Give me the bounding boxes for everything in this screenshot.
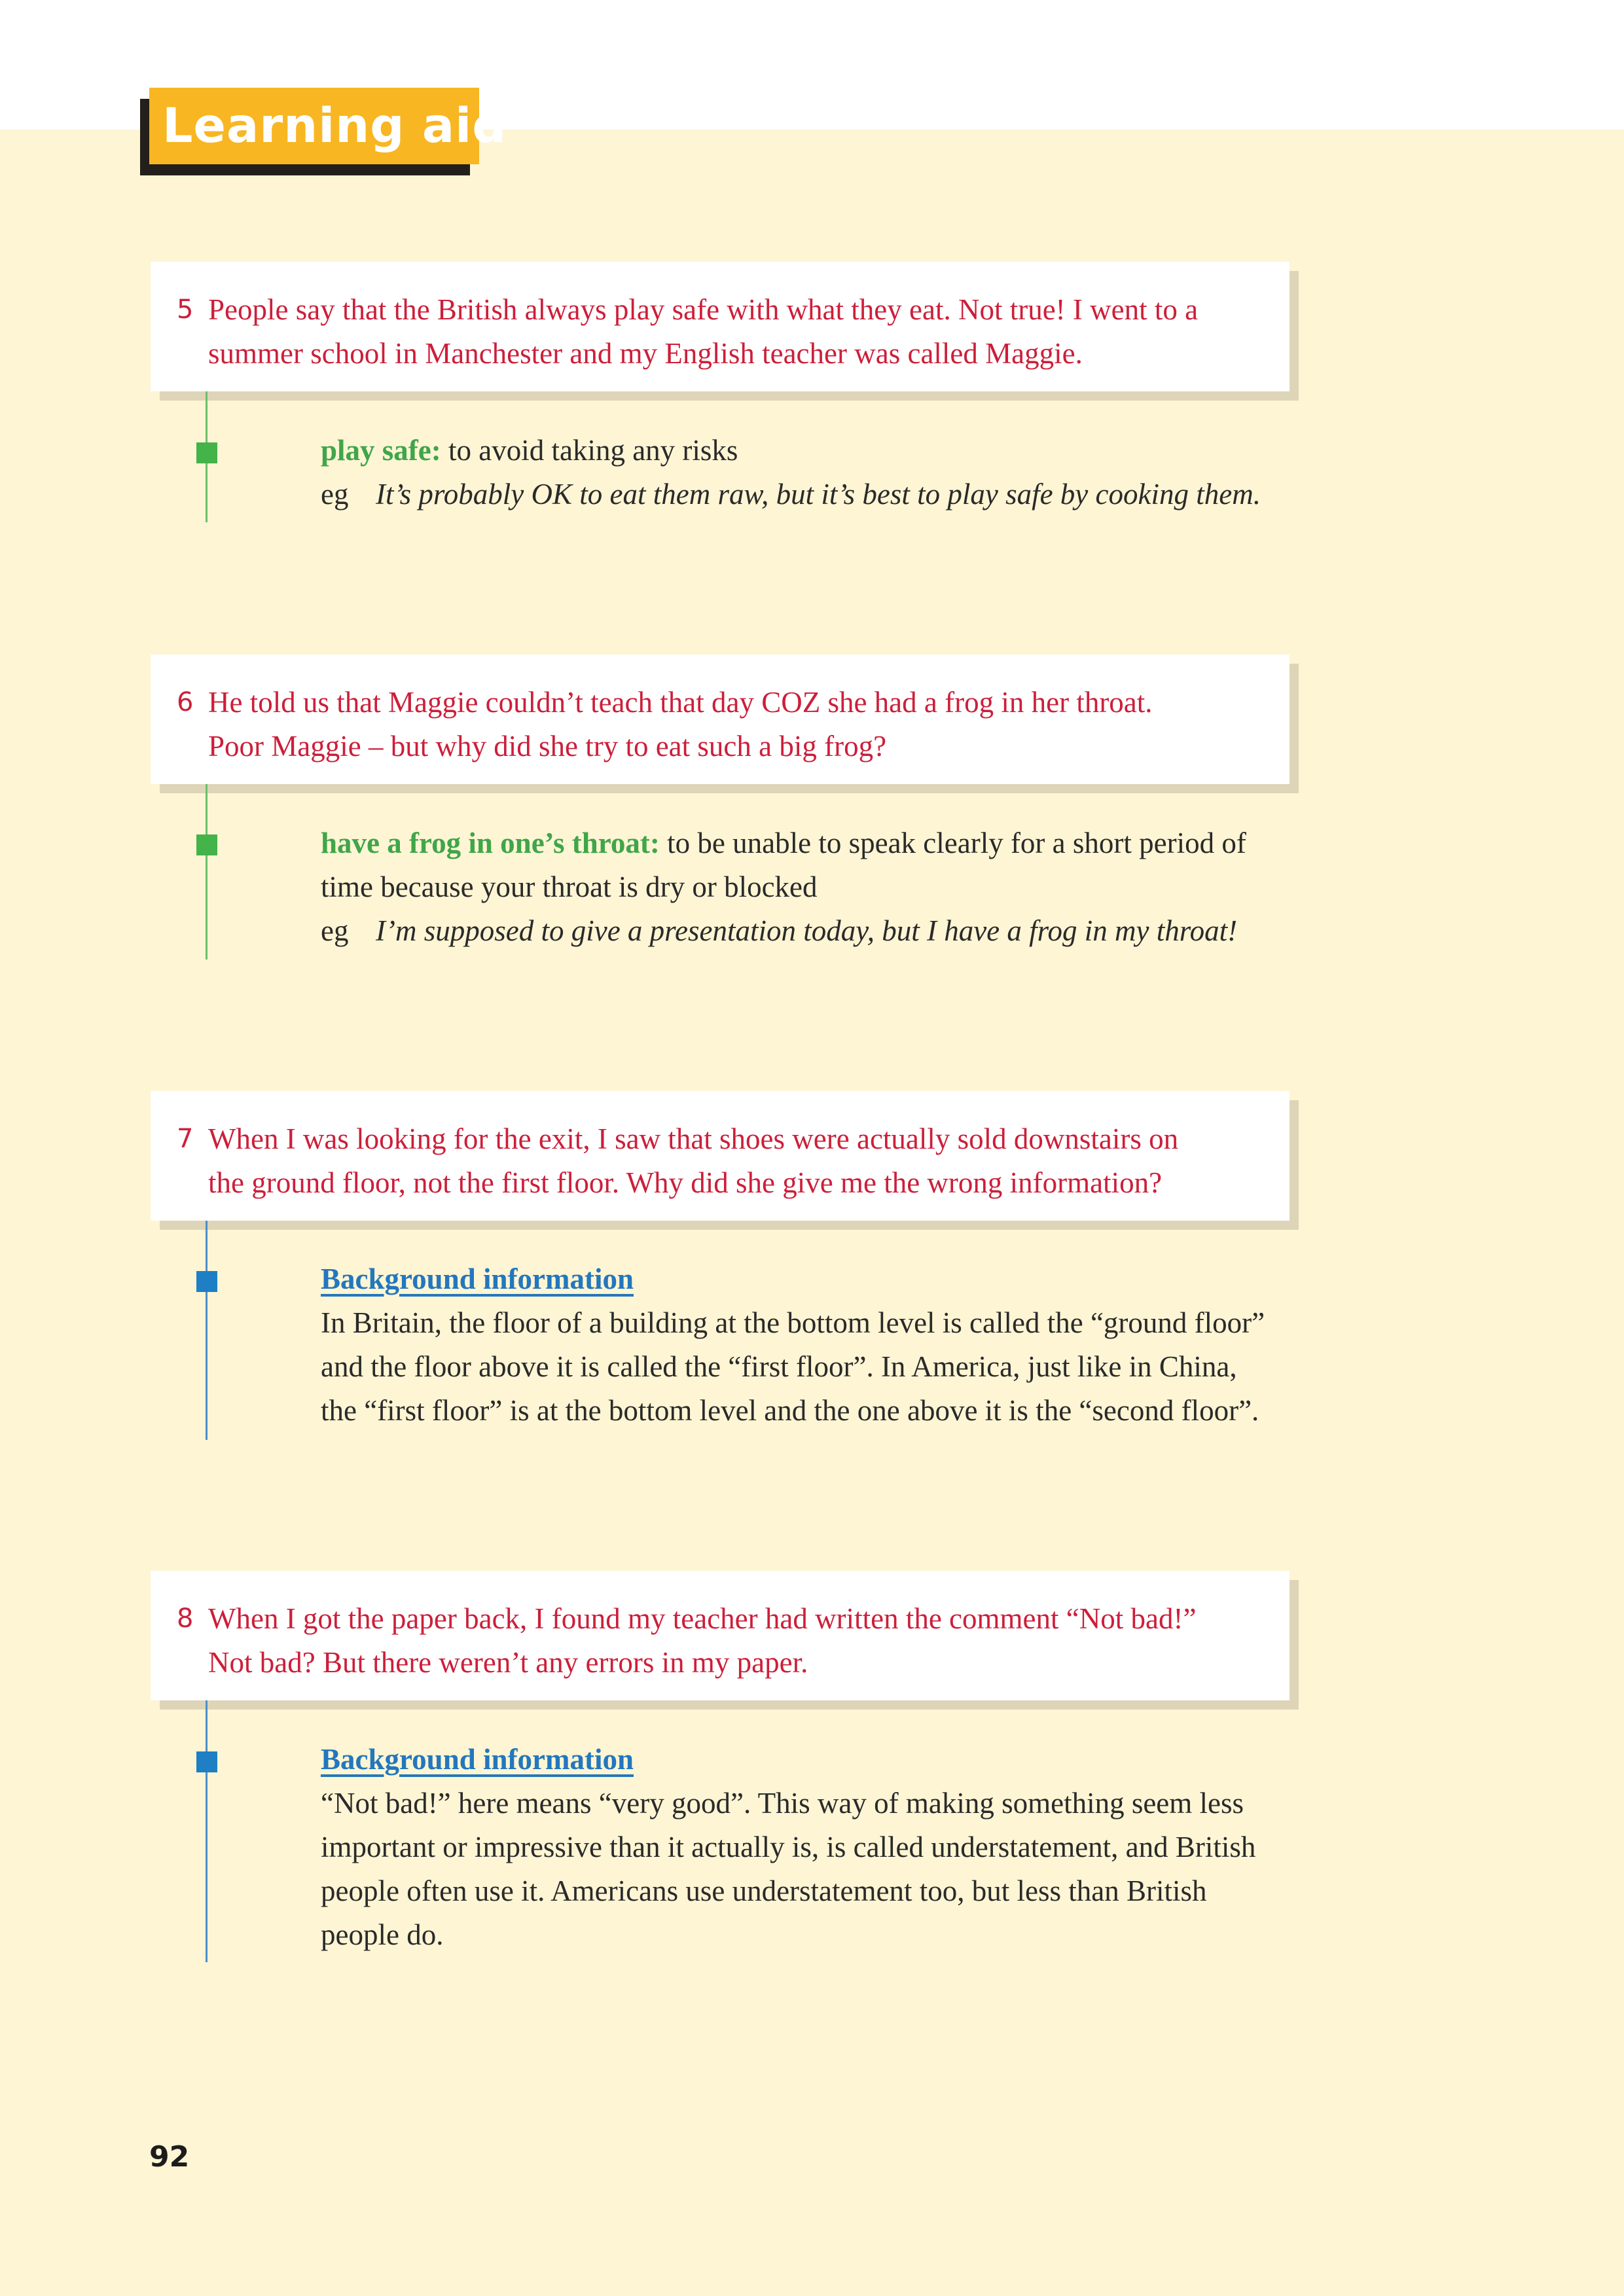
background-note-7	[321, 1257, 1329, 1433]
question-box-6	[151, 655, 1290, 784]
question-line: summer school in Manchester and my English teacher was called Maggie.	[208, 337, 1083, 370]
note-connector-line	[206, 1700, 208, 1962]
page-number: 92	[149, 2140, 190, 2174]
question-box-8	[151, 1571, 1290, 1700]
example-label: eg	[321, 478, 349, 511]
question-number: 8	[177, 1604, 194, 1634]
question-line: Poor Maggie – but why did she try to eat such a big frog?	[208, 730, 887, 762]
background-text: the “first floor” is at the bottom level and the one above it is the “second floor”.	[321, 1394, 1259, 1427]
question-line: Not bad? But there weren’t any errors in my paper.	[208, 1646, 808, 1679]
background-heading: Background information	[321, 1263, 634, 1295]
vocabulary-term: have a frog in one’s throat:	[321, 827, 660, 859]
vocabulary-definition: to avoid taking any risks	[441, 434, 738, 467]
question-line: 7 When I was looking for the exit, I saw that shoes were actually sold downstairs on	[177, 1117, 1250, 1161]
note-connector-line	[206, 1221, 208, 1440]
section-title: Learning aid	[162, 98, 507, 154]
background-heading: Background information	[321, 1743, 634, 1776]
vocabulary-term: play safe:	[321, 434, 441, 467]
info-marker-icon	[196, 1271, 217, 1292]
question-line: 6 He told us that Maggie couldn’t teach that day COZ she had a frog in her throat.	[177, 681, 1250, 725]
background-text: people do.	[321, 1918, 444, 1951]
background-text: people often use it. Americans use understatement too, but less than British	[321, 1874, 1207, 1907]
background-text: important or impressive than it actually is, is called understatement, and British	[321, 1831, 1256, 1863]
vocabulary-definition-continued: time because your throat is dry or blocked	[321, 870, 818, 903]
vocabulary-note-5	[321, 429, 1329, 516]
question-line: 8 When I got the paper back, I found my teacher had written the comment “Not bad!”	[177, 1597, 1250, 1641]
example-label: eg	[321, 914, 349, 947]
note-connector-line	[206, 784, 208, 960]
info-marker-icon	[196, 1751, 217, 1772]
question-box-7	[151, 1091, 1290, 1221]
background-text: and the floor above it is called the “first floor”. In America, just like in China,	[321, 1350, 1237, 1383]
background-text: “Not bad!” here means “very good”. This way of making something seem less	[321, 1787, 1244, 1820]
vocabulary-note-6	[321, 821, 1329, 953]
question-box-5	[151, 262, 1290, 391]
question-number: 6	[177, 687, 194, 717]
vocabulary-definition: to be unable to speak clearly for a short period of	[659, 827, 1246, 859]
background-note-8	[321, 1738, 1329, 1957]
vocabulary-marker-icon	[196, 442, 217, 463]
question-number: 7	[177, 1124, 194, 1154]
example-sentence: It’s probably OK to eat them raw, but it’s best to play safe by cooking them.	[376, 478, 1261, 511]
example-sentence: I’m supposed to give a presentation today, but I have a frog in my throat!	[376, 914, 1238, 947]
question-line: 5 People say that the British always play safe with what they eat. Not true! I went to a	[177, 288, 1250, 332]
question-number: 5	[177, 295, 194, 325]
vocabulary-marker-icon	[196, 834, 217, 855]
question-line: the ground floor, not the first floor. Why did she give me the wrong information?	[208, 1166, 1163, 1199]
background-text: In Britain, the floor of a building at the bottom level is called the “ground floor”	[321, 1306, 1265, 1339]
section-title-box	[149, 88, 507, 164]
